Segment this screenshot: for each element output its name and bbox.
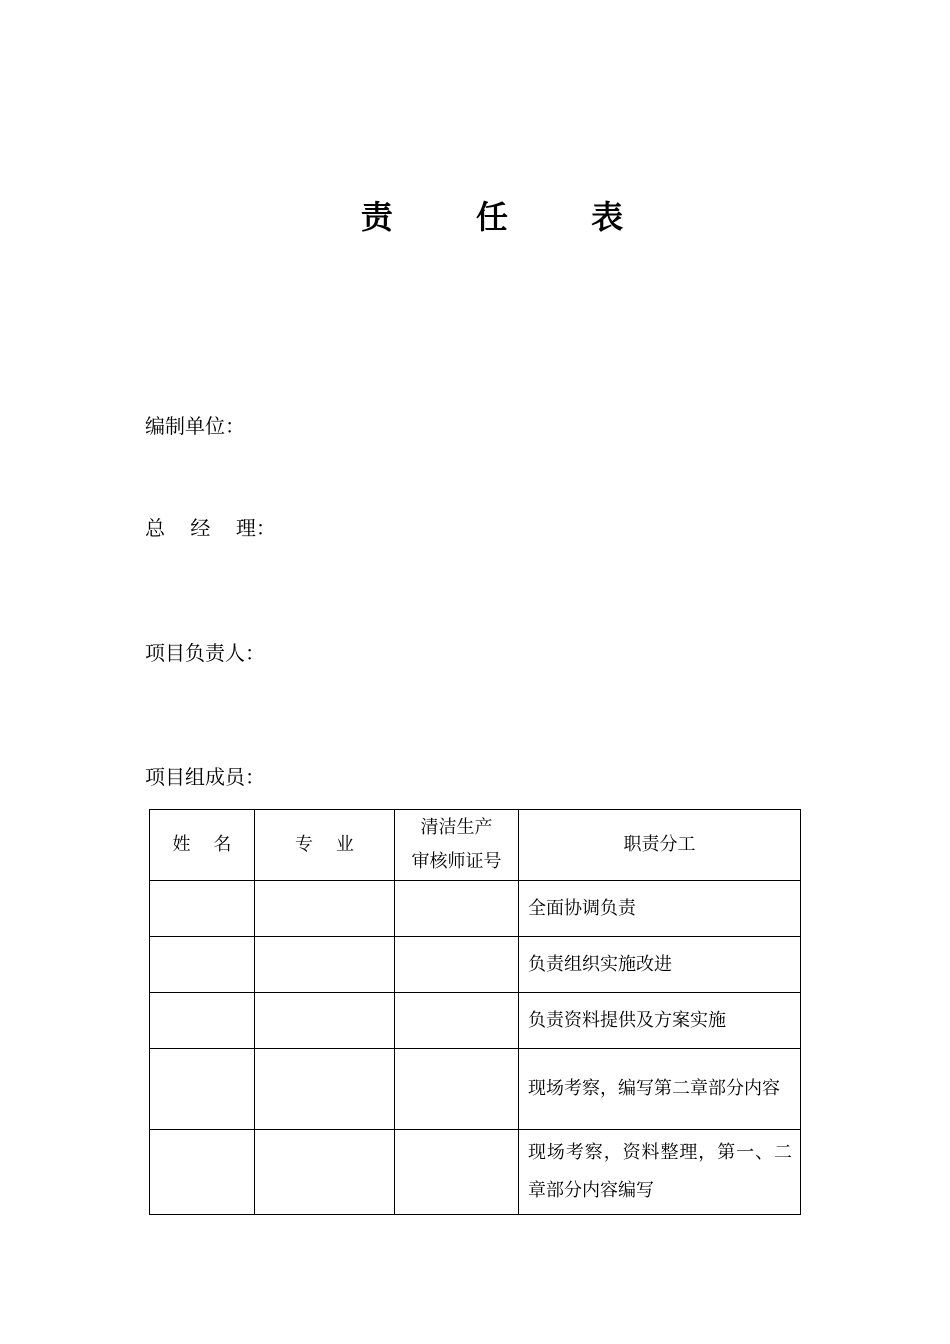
project-lead-label: 项目负责人： [145,641,265,665]
cell-duty: 现场考察，资料整理，第一、二章部分内容编写 [519,1130,801,1215]
table-row [150,1130,801,1215]
table-row [150,881,801,937]
page-title: 责 任 表 [360,198,660,236]
header-cert-line2: 审核师证号 [411,851,502,872]
cell-major [255,1130,395,1215]
cell-cert [395,1049,519,1130]
table-row [150,993,801,1049]
header-duty: 职责分工 [519,810,801,881]
cell-duty: 负责资料提供及方案实施 [519,993,801,1049]
cell-cert [395,993,519,1049]
general-manager-label: 总 经 理： [145,516,276,540]
cell-major [255,881,395,937]
cell-major [255,937,395,993]
header-cert [395,810,519,881]
cell-cert [395,1130,519,1215]
cell-name [150,993,255,1049]
cell-duty: 全面协调负责 [519,881,801,937]
cell-name [150,1130,255,1215]
table-row [150,937,801,993]
cell-cert [395,881,519,937]
cell-name [150,1049,255,1130]
cell-major [255,993,395,1049]
cell-duty: 现场考察，编写第二章部分内容 [519,1049,801,1130]
header-name: 姓 名 [150,810,255,881]
header-major: 专 业 [255,810,395,881]
members-table [149,809,801,1215]
table-header-row [150,810,801,881]
project-members-label: 项目组成员： [145,765,265,789]
cell-name [150,937,255,993]
cell-major [255,1049,395,1130]
cell-duty: 负责组织实施改进 [519,937,801,993]
cell-name [150,881,255,937]
header-cert-line1: 清洁生产 [420,817,493,838]
compiling-unit-label: 编制单位： [145,414,245,438]
cell-cert [395,937,519,993]
table-row [150,1049,801,1130]
